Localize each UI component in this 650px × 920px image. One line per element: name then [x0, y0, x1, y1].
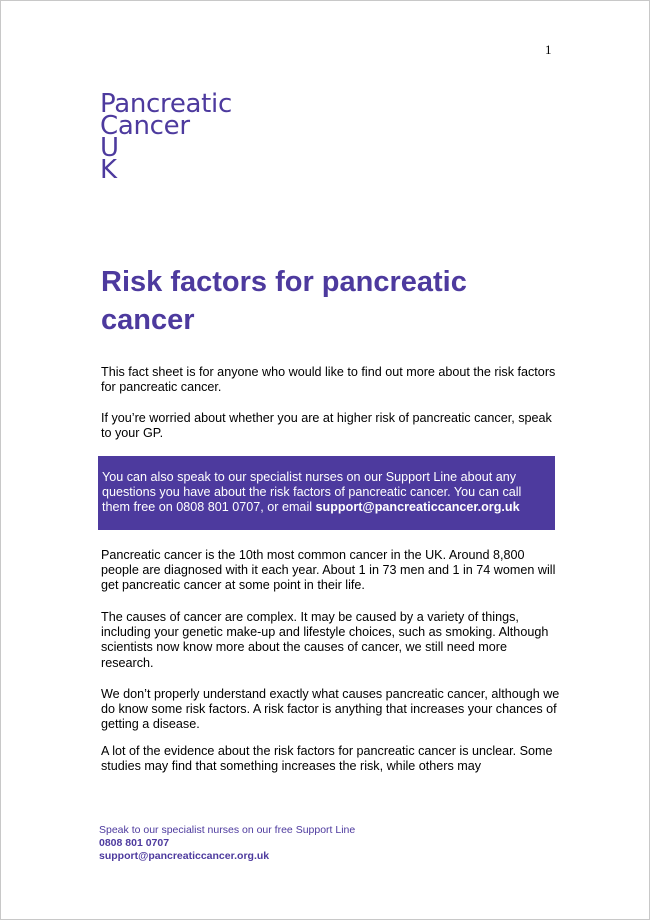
logo-line-2: Cancer: [100, 111, 190, 141]
page-number: 1: [545, 42, 552, 57]
footer-contact: [99, 824, 355, 863]
footer-phone[interactable]: 0808 801 0707: [99, 837, 170, 849]
logo-line-4: K: [100, 155, 117, 185]
logo-line-1: Pancreatic: [100, 89, 232, 119]
intro-paragraph-2: If you’re worried about whether you are at higher risk of pancreatic cancer, speak to your GP.: [101, 411, 552, 441]
footer-support-line-text: Speak to our specialist nurses on our free Support Line: [99, 824, 356, 836]
page-title: Risk factors for pancreatic cancer: [101, 266, 467, 336]
footer-email-link[interactable]: support@pancreaticcancer.org.uk: [99, 850, 270, 862]
callout-text: You can also speak to our specialist nurses on our Support Line about any questions you have about the risk factors of pancreatic cancer. You can call them free on 0808 801 0707, or email: [102, 470, 522, 515]
logo-line-3: U: [100, 133, 119, 163]
body-paragraph-2: The causes of cancer are complex. It may be caused by a variety of things, including your genetic make-up and lifestyle choices, such as smoking. Although scientists now know more about the causes of cancer, we still need more research.: [101, 610, 549, 670]
callout-email-link[interactable]: support@pancreaticcancer.org.uk: [315, 500, 520, 515]
body-paragraph-4: A lot of the evidence about the risk factors for pancreatic cancer is unclear. Some studies may find that something increases the risk, while others may: [101, 744, 553, 774]
intro-paragraph-1: This fact sheet is for anyone who would like to find out more about the risk factors for pancreatic cancer.: [101, 365, 556, 395]
body-paragraph-1: Pancreatic cancer is the 10th most common cancer in the UK. Around 8,800 people are diagnosed with it each year. About 1 in 73 men and 1 in 74 women will get pancreatic cancer at some point in their life.: [101, 548, 556, 593]
pancreatic-cancer-uk-logo: [100, 89, 232, 185]
body-paragraph-3: We don’t properly understand exactly what causes pancreatic cancer, although we do know some risk factors. A risk factor is anything that increases your chances of getting a disease.: [101, 687, 560, 732]
support-line-callout: [98, 456, 555, 530]
